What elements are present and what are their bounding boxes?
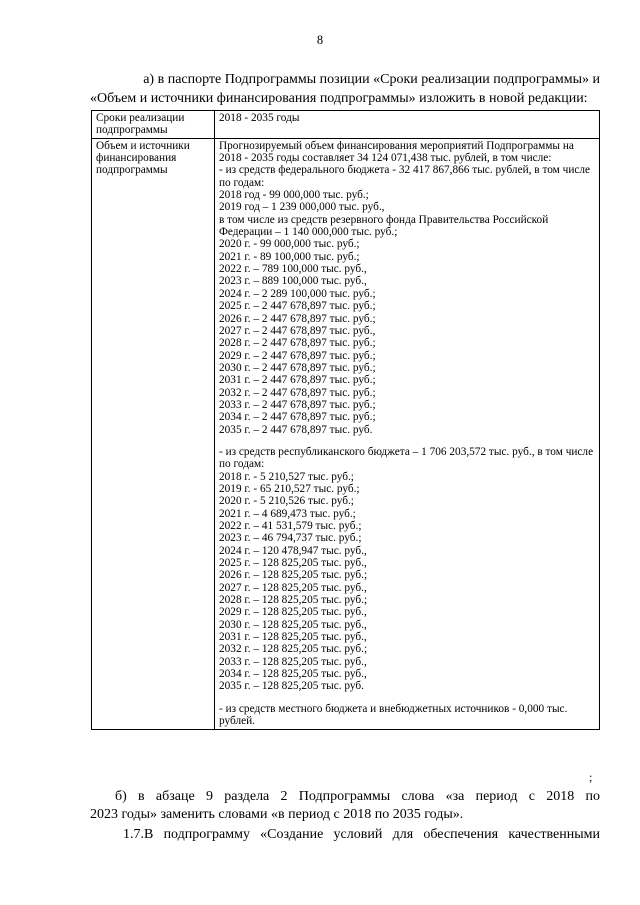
list-item: 2020 г. - 5 210,526 тыс. руб.; <box>219 495 354 508</box>
list-item: 2020 г. - 99 000,000 тыс. руб.; <box>219 238 360 251</box>
funding-intro: Прогнозируемый объем финансирования мероприятий Подпрограммы на 2018 - 2035 годы составляет 34 124 071,438 тыс. рублей, в том числе: <box>219 139 574 165</box>
list-item: 2030 г. – 128 825,205 тыс. руб., <box>219 618 367 631</box>
list-item: 2018 г. - 5 210,527 тыс. руб.; <box>219 470 354 483</box>
list-item: 2026 г. – 128 825,205 тыс. руб.; <box>219 569 368 582</box>
paragraph-b-line-2: 2023 годы» заменить словами «в период с 2018 по 2035 годы». <box>90 807 464 822</box>
funding-cell <box>215 138 600 729</box>
list-item: 2033 г. – 2 447 678,897 тыс. руб.; <box>219 398 376 411</box>
local-budget: - из средств местного бюджета и внебюджетных источников - 0,000 тыс. рублей. <box>219 702 568 728</box>
table-row-period <box>92 111 600 139</box>
closing-semicolon: ; <box>589 770 593 784</box>
list-item: 2029 г. – 2 447 678,897 тыс. руб.; <box>219 349 376 362</box>
list-item: 2028 г. – 128 825,205 тыс. руб.; <box>219 594 368 607</box>
list-item: в том числе из средств резервного фонда Правительства Российской Федерации – 1 140 000,000 тыс. руб.; <box>219 213 549 239</box>
federal-header: - из средств федерального бюджета - 32 417 867,866 тыс. рублей, в том числе по годам: <box>219 164 591 189</box>
list-item: 2031 г. – 2 447 678,897 тыс. руб.; <box>219 374 376 387</box>
list-item: 2025 г. – 128 825,205 тыс. руб., <box>219 557 367 570</box>
list-item: 2025 г. – 2 447 678,897 тыс. руб.; <box>219 300 376 313</box>
list-item: 2034 г. – 2 447 678,897 тыс. руб.; <box>219 411 376 424</box>
list-item: 2023 г. – 46 794,737 тыс. руб.; <box>219 532 362 545</box>
list-item: 2034 г. – 128 825,205 тыс. руб., <box>219 668 367 681</box>
list-item: 2024 г. – 120 478,947 тыс. руб., <box>219 544 367 557</box>
list-item: 2026 г. – 2 447 678,897 тыс. руб.; <box>219 312 376 325</box>
list-item: 2022 г. – 41 531,579 тыс. руб.; <box>219 520 362 532</box>
spacer <box>219 693 596 703</box>
table-row-funding <box>92 138 600 729</box>
list-item: 2030 г. – 2 447 678,897 тыс. руб.; <box>219 361 376 374</box>
list-item: 2027 г. – 128 825,205 тыс. руб., <box>219 581 367 594</box>
list-item: 2018 год - 99 000,000 тыс. руб.; <box>219 189 369 202</box>
list-item: 2035 г. – 2 447 678,897 тыс. руб. <box>219 423 373 436</box>
intro-line-2: «Объем и источники финансирования подпрограммы» изложить в новой редакции: <box>90 91 588 106</box>
list-item: 2022 г. – 789 100,000 тыс. руб., <box>219 263 367 276</box>
period-value: 2018 - 2035 годы <box>215 111 600 139</box>
list-item: 2021 г. – 4 689,473 тыс. руб.; <box>219 507 356 520</box>
funding-label: Объем и источники финансирования подпрограммы <box>92 138 215 729</box>
list-item: 2031 г. – 128 825,205 тыс. руб., <box>219 631 367 644</box>
paragraph-c: 1.7.В подпрограмму «Создание условий для обеспечения качественными <box>123 827 600 842</box>
list-item: 2019 г. - 65 210,527 тыс. руб.; <box>219 482 360 495</box>
paragraph-b-line-1: б) в абзаце 9 раздела 2 Подпрограммы слова «за период с 2018 по <box>115 789 600 804</box>
list-item: 2024 г. – 2 289 100,000 тыс. руб.; <box>219 287 376 300</box>
list-item: 2021 г. - 89 100,000 тыс. руб.; <box>219 250 360 263</box>
republic-header: - из средств республиканского бюджета – 1 706 203,572 тыс. руб., в том числе по годам: <box>219 445 594 471</box>
list-item: 2032 г. – 2 447 678,897 тыс. руб.; <box>219 386 376 399</box>
list-item: 2023 г. – 889 100,000 тыс. руб., <box>219 275 367 288</box>
period-label: Сроки реализации подпрограммы <box>92 111 215 139</box>
list-item: 2027 г. – 2 447 678,897 тыс. руб., <box>219 324 376 337</box>
republic-years <box>219 471 596 693</box>
list-item: 2029 г. – 128 825,205 тыс. руб., <box>219 606 367 619</box>
list-item: 2028 г. – 2 447 678,897 тыс. руб.; <box>219 337 376 350</box>
list-item: 2032 г. – 128 825,205 тыс. руб.; <box>219 643 368 656</box>
passport-table <box>91 110 600 730</box>
list-item: 2033 г. – 128 825,205 тыс. руб., <box>219 655 367 668</box>
spacer <box>219 436 596 446</box>
list-item: 2019 год – 1 239 000,000 тыс. руб., <box>219 201 385 214</box>
page-number: 8 <box>316 33 324 47</box>
federal-years <box>219 189 596 436</box>
list-item: 2035 г. – 128 825,205 тыс. руб. <box>219 680 364 693</box>
intro-line-1: а) в паспорте Подпрограммы позиции «Сроки реализации подпрограммы» и <box>143 72 600 87</box>
